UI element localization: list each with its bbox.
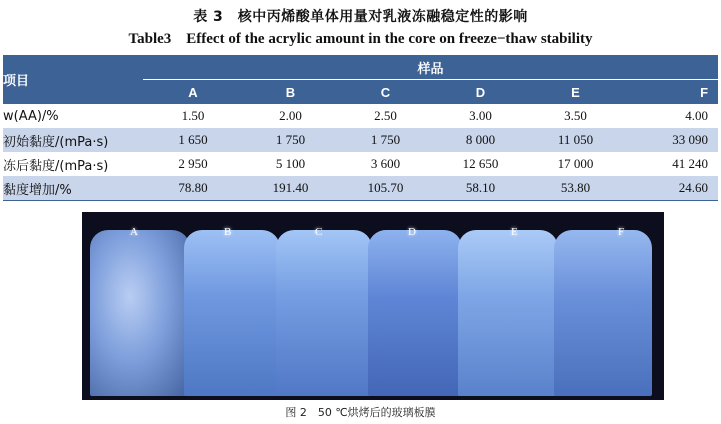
table-caption-chinese: 表 3 核中丙烯酸单体用量对乳液冻融稳定性的影响	[193, 9, 528, 25]
table-cell: 11 050	[528, 128, 623, 152]
table-cell: 1 750	[243, 128, 338, 152]
column-header-c: C	[338, 80, 433, 105]
column-header-d: D	[433, 80, 528, 105]
table-cell: 12 650	[433, 152, 528, 176]
row-label: w(AA)/%	[3, 104, 143, 128]
table-row	[3, 152, 718, 176]
film-sample-e	[458, 230, 558, 396]
table-row	[3, 104, 718, 128]
table-cell: 2.00	[243, 104, 338, 128]
table-cell: 3.00	[433, 104, 528, 128]
table-cell: 58.10	[433, 176, 528, 201]
column-header-f: F	[623, 80, 718, 105]
photo-label-a: A	[130, 226, 138, 238]
table-cell: 4.00	[623, 104, 718, 128]
photo-label-d: D	[408, 226, 416, 238]
film-sample-f	[554, 230, 652, 396]
table-cell: 8 000	[433, 128, 528, 152]
table-cell: 3 600	[338, 152, 433, 176]
table-cell: 3.50	[528, 104, 623, 128]
table-caption-english: Table3 Effect of the acrylic amount in the core on freeze−thaw stability	[128, 31, 593, 47]
table-cell: 105.70	[338, 176, 433, 201]
table-cell: 41 240	[623, 152, 718, 176]
table-header-item: 项目	[3, 55, 143, 104]
table-row	[3, 128, 718, 152]
table-cell: 1 650	[143, 128, 243, 152]
table-cell: 5 100	[243, 152, 338, 176]
photo-label-c: C	[315, 226, 323, 238]
table-cell: 53.80	[528, 176, 623, 201]
table-cell: 1 750	[338, 128, 433, 152]
table-row	[3, 176, 718, 201]
table-cell: 17 000	[528, 152, 623, 176]
table-cell: 33 090	[623, 128, 718, 152]
table-header-samples: 样品	[143, 55, 718, 80]
column-header-e: E	[528, 80, 623, 105]
glass-plate-film-photo	[82, 212, 664, 400]
row-label: 初始黏度/(mPa·s)	[3, 128, 143, 152]
row-label: 黏度增加/%	[3, 176, 143, 201]
row-label: 冻后黏度/(mPa·s)	[3, 152, 143, 176]
table-cell: 78.80	[143, 176, 243, 201]
figure-caption: 图 2 50 ℃烘烤后的玻璃板膜	[285, 406, 436, 419]
column-header-a: A	[143, 80, 243, 105]
table-cell: 2 950	[143, 152, 243, 176]
film-sample-a	[90, 230, 190, 396]
table-cell: 191.40	[243, 176, 338, 201]
data-table	[3, 55, 718, 201]
table-cell: 24.60	[623, 176, 718, 201]
film-sample-c	[276, 230, 372, 396]
film-sample-b	[184, 230, 280, 396]
table-cell: 1.50	[143, 104, 243, 128]
film-sample-d	[368, 230, 462, 396]
photo-label-e: E	[511, 226, 518, 238]
photo-label-f: F	[618, 226, 625, 238]
photo-label-b: B	[224, 226, 232, 238]
table-cell: 2.50	[338, 104, 433, 128]
column-header-b: B	[243, 80, 338, 105]
